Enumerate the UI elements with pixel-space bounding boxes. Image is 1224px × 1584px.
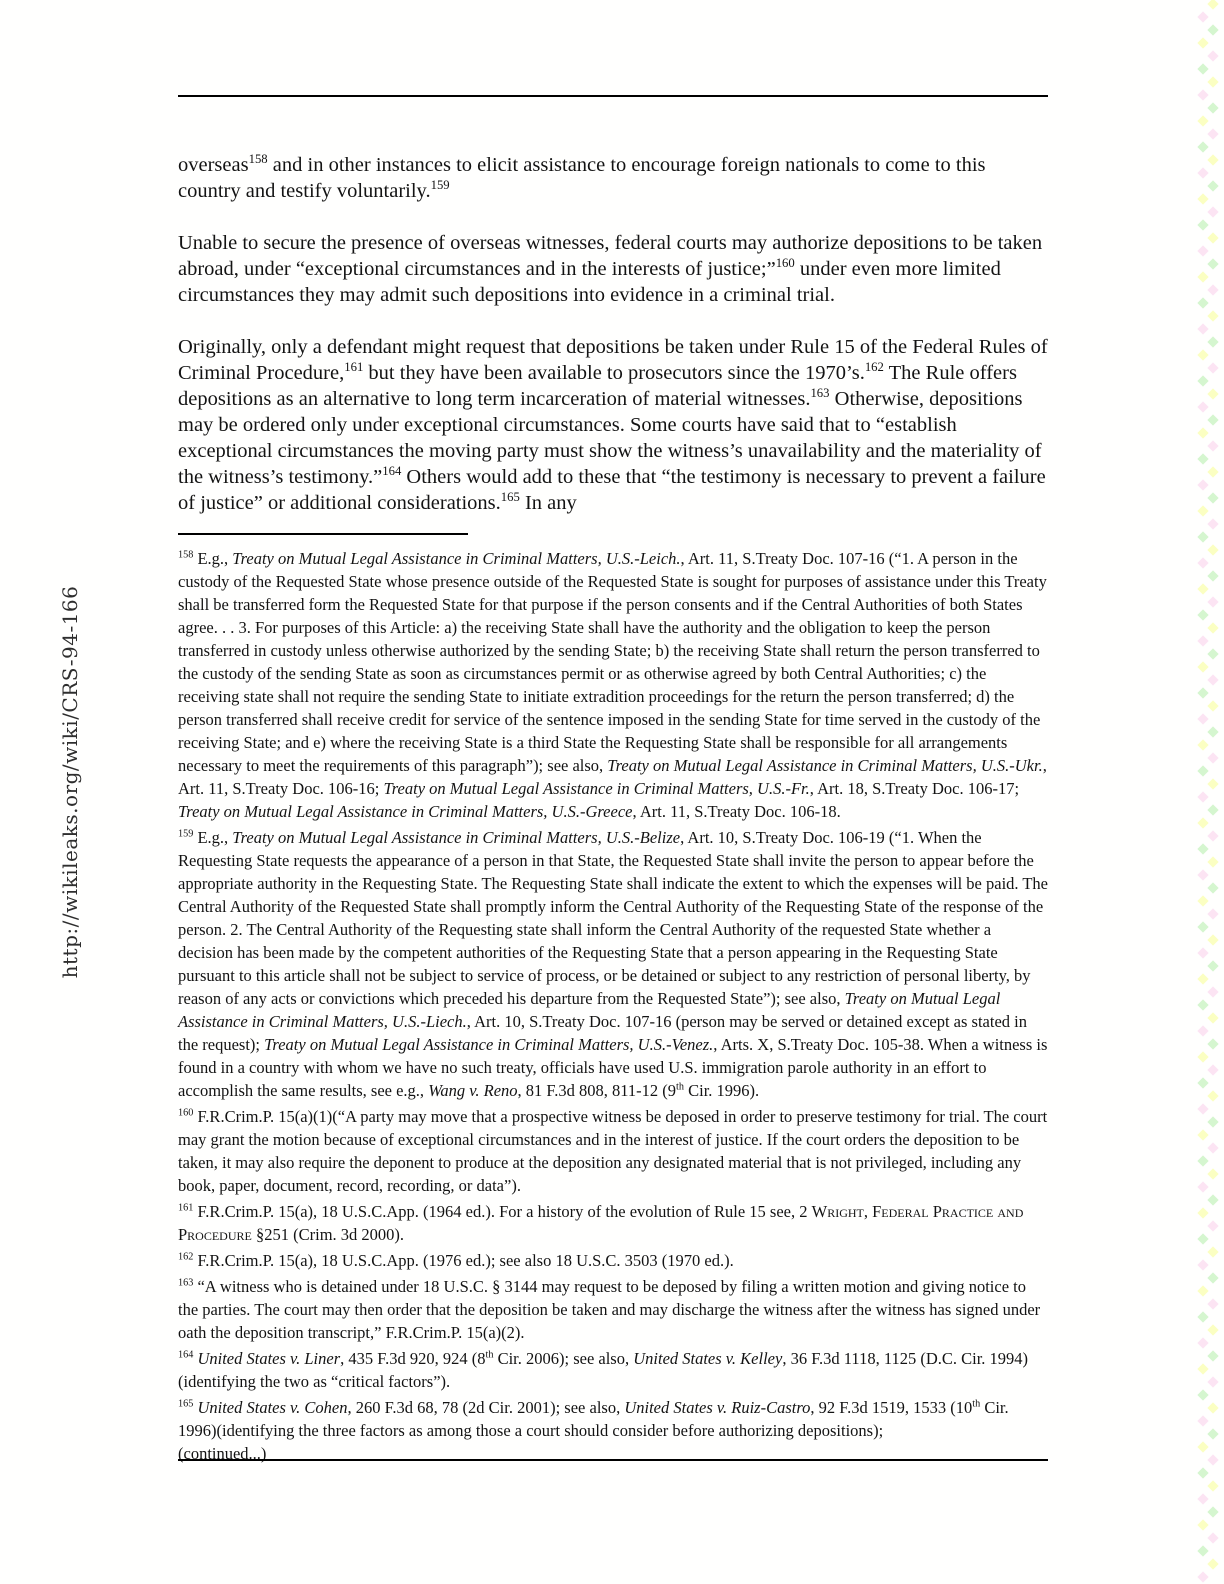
diamond-pattern-icon <box>1207 1376 1218 1387</box>
diamond-pattern-icon <box>1207 934 1218 945</box>
text-run: The Rule offers depositions as an alternative to long term incarceration of material witnesses. <box>178 362 1017 410</box>
diamond-pattern-icon <box>1207 1038 1218 1049</box>
text-run: , 81 F.3d 808, 811-12 (9 <box>517 1081 677 1100</box>
diamond-pattern-icon <box>1197 427 1208 438</box>
body-paragraph <box>178 230 1050 308</box>
diamond-pattern-icon <box>1197 141 1208 152</box>
body-paragraph <box>178 334 1050 516</box>
text-run: Treaty on Mutual Legal Assistance in Criminal Matters, U.S.-Venez. <box>264 1035 714 1054</box>
diamond-pattern-icon <box>1207 1428 1218 1439</box>
diamond-pattern-icon <box>1197 37 1208 48</box>
diamond-pattern-icon <box>1207 50 1218 61</box>
diamond-pattern-icon <box>1197 531 1208 542</box>
diamond-pattern-icon <box>1197 1571 1208 1582</box>
diamond-pattern-icon <box>1207 882 1218 893</box>
diamond-pattern-icon <box>1197 609 1208 620</box>
text-run: , 36 F.3d 1118, 1125 (D.C. Cir. 1994)(identifying the two as “critical factors”). <box>178 1349 1029 1391</box>
diamond-pattern-icon <box>1207 752 1218 763</box>
text-run: E.g., <box>193 828 233 847</box>
text-run: Wright, Federal Practice and Procedure <box>178 1202 1024 1244</box>
diamond-pattern-icon <box>1197 193 1208 204</box>
diamond-pattern-icon <box>1197 583 1208 594</box>
diamond-pattern-icon <box>1197 843 1208 854</box>
diamond-pattern-icon <box>1197 713 1208 724</box>
text-run: 163 <box>810 386 830 401</box>
text-run: , Art. 18, S.Treaty Doc. 106-17; <box>809 779 1020 798</box>
diamond-pattern-icon <box>1207 856 1218 867</box>
diamond-pattern-icon <box>1197 115 1208 126</box>
diamond-pattern-icon <box>1207 284 1218 295</box>
text-run: but they have been available to prosecutors since the 1970’s. <box>363 362 865 384</box>
diamond-pattern-icon <box>1207 570 1218 581</box>
text-run: 160 <box>178 1107 194 1119</box>
diamond-pattern-icon <box>1197 661 1208 672</box>
diamond-pattern-icon <box>1207 414 1218 425</box>
diamond-pattern-icon <box>1197 1207 1208 1218</box>
diamond-pattern-icon <box>1207 362 1218 373</box>
text-run: 164 <box>178 1349 194 1361</box>
text-run: F.R.Crim.P. 15(a), 18 U.S.C.App. (1964 ed.). For a history of the evolution of Rule 15 see, 2 <box>193 1202 812 1221</box>
diamond-pattern-icon <box>1197 11 1208 22</box>
text-run: , Art. 11, S.Treaty Doc. 106-16; <box>178 756 1047 798</box>
footnote-separator <box>178 533 468 535</box>
text-run: 165 <box>500 490 520 505</box>
diamond-pattern-icon <box>1207 258 1218 269</box>
diamond-pattern-icon <box>1207 518 1218 529</box>
diamond-pattern-icon <box>1207 1506 1218 1517</box>
text-run: Treaty on Mutual Legal Assistance in Criminal Matters, U.S.-Liech. <box>178 989 1001 1031</box>
text-run: 158 <box>248 152 268 167</box>
footnote <box>178 1275 1050 1344</box>
footer-rule <box>178 1459 1048 1461</box>
diamond-pattern-icon <box>1207 960 1218 971</box>
text-run: 163 <box>178 1277 194 1289</box>
diamond-pattern-icon <box>1207 466 1218 477</box>
text-run: Cir. 2006); see also, <box>493 1349 634 1368</box>
text-run: Originally, only a defendant might request that depositions be taken under Rule 15 of the Federal Rules of Criminal Procedure, <box>178 336 1048 384</box>
diamond-pattern-icon <box>1207 206 1218 217</box>
text-run: 159 <box>178 828 194 840</box>
diamond-pattern-icon <box>1207 310 1218 321</box>
diamond-pattern-icon <box>1207 1558 1218 1569</box>
diamond-pattern-icon <box>1197 1519 1208 1530</box>
text-run: , Art. 10, S.Treaty Doc. 106-19 (“1. When the Requesting State requests the appearance of a person in that State, the Requested State shall invite the person to appear before the appropriate authority in the Requesting State. The Requesting State shall indicate the extent to which the expenses will be paid. The Central Authority of the Requested State shall promptly inform the Central Authority of the Requesting State of the response of the person. 2. The Central Authority of the Requesting state shall inform the Central Authority of the requested State whether a decision has been made by the competent authorities of the Requesting State that a person appearing in the Requesting State pursuant to this article shall not be subject to service of process, or be detained or subject to any restriction of personal liberty, by reason of any acts or convictions which preceded his departure from the Requested State”); see also, <box>178 828 1049 1008</box>
diamond-pattern-icon <box>1207 24 1218 35</box>
diamond-pattern-icon <box>1207 596 1218 607</box>
diamond-pattern-icon <box>1197 1311 1208 1322</box>
diamond-pattern-icon <box>1207 544 1218 555</box>
text-run: Otherwise, depositions may be ordered only under exceptional circumstances. Some courts have said that to “establish exceptional circumstances the moving party must show the witness’s unavailability and the materiality of the witness’s testimony.” <box>178 388 1042 488</box>
diamond-pattern-icon <box>1207 1272 1218 1283</box>
text-run: 161 <box>344 360 364 375</box>
diamond-pattern-icon <box>1197 1389 1208 1400</box>
diamond-pattern-icon <box>1207 154 1218 165</box>
diamond-pattern-icon <box>1207 1324 1218 1335</box>
diamond-pattern-icon <box>1207 232 1218 243</box>
diamond-pattern-icon <box>1207 674 1218 685</box>
text-run: , Art. 11, S.Treaty Doc. 107-16 (“1. A person in the custody of the Requested State whose presence outside of the Requested State is sought for purposes of assistance under this Treaty shall be transferred form the Requested State for that purpose if the person consents and if the Central Authorities of both States agree. . . 3. For purposes of this Article: a) the receiving State shall have the authority and the obligation to keep the person transferred in custody unless otherwise authorized by the sending State; b) the receiving State shall return the person transferred to the custody of the sending State as soon as circumstances permit or as otherwise agreed by both Central Authorities; c) the receiving state shall not require the sending State to initiate extradition proceedings for the return the person transferred; d) the person transferred shall receive credit for service of the sentence imposed in the sending State for time served in the custody of the receiving State; and e) where the receiving State is a third State the Requesting State shall be responsible for all arrangements necessary to meet the requirements of this paragraph”); see also, <box>178 549 1047 775</box>
text-run: Treaty on Mutual Legal Assistance in Criminal Matters, U.S.-Belize <box>232 828 681 847</box>
diamond-pattern-icon <box>1197 765 1208 776</box>
footnote <box>178 1200 1050 1246</box>
text-run: “A witness who is detained under 18 U.S.C. § 3144 may request to be deposed by filing a written motion and giving notice to the parties. The court may then order that the deposition be taken and may discharge the witness after the witness has signed under oath the deposition transcript,” F.R.Crim.P. 15(a)(2). <box>178 1277 1041 1342</box>
diamond-pattern-icon <box>1207 804 1218 815</box>
security-pattern <box>1194 0 1224 1584</box>
diamond-pattern-icon <box>1207 908 1218 919</box>
diamond-pattern-icon <box>1207 76 1218 87</box>
diamond-pattern-icon <box>1197 1285 1208 1296</box>
sidebar-source-url: http://wikileaks.org/wiki/CRS-94-166 <box>58 585 82 979</box>
diamond-pattern-icon <box>1197 323 1208 334</box>
diamond-pattern-icon <box>1197 635 1208 646</box>
diamond-pattern-icon <box>1207 492 1218 503</box>
text-run: United States v. Ruiz-Castro <box>624 1398 811 1417</box>
footnote <box>178 547 1050 823</box>
diamond-pattern-icon <box>1207 1480 1218 1491</box>
text-run: , Art. 11, S.Treaty Doc. 106-18. <box>632 802 841 821</box>
diamond-pattern-icon <box>1197 245 1208 256</box>
text-run: Others would add to these that “the testimony is necessary to prevent a failure of justice” or additional considerations. <box>178 466 1046 514</box>
text-run: United States v. Liner <box>197 1349 341 1368</box>
diamond-pattern-icon <box>1207 1532 1218 1543</box>
footnote <box>178 1105 1050 1197</box>
diamond-pattern-icon <box>1197 1415 1208 1426</box>
diamond-pattern-icon <box>1207 336 1218 347</box>
diamond-pattern-icon <box>1207 102 1218 113</box>
footnote <box>178 1396 1050 1465</box>
text-run: overseas <box>178 154 249 176</box>
text-run: United States v. Kelley <box>633 1349 783 1368</box>
diamond-pattern-icon <box>1197 375 1208 386</box>
diamond-pattern-icon <box>1207 986 1218 997</box>
diamond-pattern-icon <box>1207 648 1218 659</box>
diamond-pattern-icon <box>1207 1012 1218 1023</box>
diamond-pattern-icon <box>1197 1129 1208 1140</box>
diamond-pattern-icon <box>1197 1077 1208 1088</box>
text-run: In any <box>519 492 577 514</box>
diamond-pattern-icon <box>1197 1493 1208 1504</box>
text-run: Treaty on Mutual Legal Assistance in Criminal Matters, U.S.-Leich. <box>232 549 681 568</box>
diamond-pattern-icon <box>1197 947 1208 958</box>
diamond-pattern-icon <box>1207 1402 1218 1413</box>
text-run: 160 <box>775 256 795 271</box>
diamond-pattern-icon <box>1197 479 1208 490</box>
text-run: , Arts. X, S.Treaty Doc. 105-38. When a witness is found in a country with whom we have no such treaty, officials have used U.S. immigration parole authority in an effort to accomplish the same results, see e.g., <box>178 1035 1048 1100</box>
diamond-pattern-icon <box>1207 1298 1218 1309</box>
diamond-pattern-icon <box>1207 830 1218 841</box>
text-run: 159 <box>430 178 450 193</box>
text-run: Cir. 1996)(identifying the three factors as among those a court should consider before authorizing depositions); <box>178 1398 1009 1440</box>
diamond-pattern-icon <box>1207 388 1218 399</box>
text-run: under even more limited circumstances they may admit such depositions into evidence in a criminal trial. <box>178 258 1001 306</box>
text-run: §251 (Crim. 3d 2000). <box>251 1225 405 1244</box>
diamond-pattern-icon <box>1207 622 1218 633</box>
text-run: 162 <box>178 1251 194 1263</box>
diamond-pattern-icon <box>1197 297 1208 308</box>
diamond-pattern-icon <box>1197 973 1208 984</box>
diamond-pattern-icon <box>1197 999 1208 1010</box>
diamond-pattern-icon <box>1207 1142 1218 1153</box>
text-run: , 260 F.3d 68, 78 (2d Cir. 2001); see also, <box>347 1398 625 1417</box>
diamond-pattern-icon <box>1207 1350 1218 1361</box>
diamond-pattern-icon <box>1197 219 1208 230</box>
footnote <box>178 826 1050 1102</box>
text-run: and in other instances to elicit assistance to encourage foreign nationals to come to this country and testify voluntarily. <box>178 154 986 202</box>
body-paragraph <box>178 152 1050 204</box>
diamond-pattern-icon <box>1197 89 1208 100</box>
text-run: Treaty on Mutual Legal Assistance in Criminal Matters, U.S.-Greece <box>178 802 633 821</box>
text-run: 165 <box>178 1398 194 1410</box>
page-content <box>178 96 1050 1468</box>
text-run: Wang v. Reno <box>428 1081 518 1100</box>
diamond-pattern-icon <box>1197 1337 1208 1348</box>
text-run: Unable to secure the presence of overseas witnesses, federal courts may authorize depositions to be taken abroad, under “exceptional circumstances and in the interests of justice;” <box>178 232 1043 280</box>
text-run: F.R.Crim.P. 15(a), 18 U.S.C.App. (1976 ed.); see also 18 U.S.C. 3503 (1970 ed.). <box>193 1251 734 1270</box>
diamond-pattern-icon <box>1207 1194 1218 1205</box>
footnotes-section <box>178 547 1050 1465</box>
diamond-pattern-icon <box>1197 167 1208 178</box>
diamond-pattern-icon <box>1207 440 1218 451</box>
diamond-pattern-icon <box>1197 1259 1208 1270</box>
diamond-pattern-icon <box>1197 1545 1208 1556</box>
diamond-pattern-icon <box>1197 1155 1208 1166</box>
diamond-pattern-icon <box>1197 687 1208 698</box>
diamond-pattern-icon <box>1197 1233 1208 1244</box>
diamond-pattern-icon <box>1197 895 1208 906</box>
diamond-pattern-icon <box>1197 505 1208 516</box>
diamond-pattern-icon <box>1207 180 1218 191</box>
diamond-pattern-icon <box>1207 726 1218 737</box>
diamond-pattern-icon <box>1197 1441 1208 1452</box>
diamond-pattern-icon <box>1207 778 1218 789</box>
diamond-pattern-icon <box>1197 453 1208 464</box>
text-run: th <box>485 1349 494 1361</box>
diamond-pattern-icon <box>1207 1246 1218 1257</box>
text-run: 164 <box>382 464 402 479</box>
body-text <box>178 152 1050 516</box>
diamond-pattern-icon <box>1197 817 1208 828</box>
text-run: E.g., <box>193 549 233 568</box>
text-run: (continued...) <box>178 1444 267 1463</box>
diamond-pattern-icon <box>1207 1454 1218 1465</box>
diamond-pattern-icon <box>1197 1181 1208 1192</box>
diamond-pattern-icon <box>1197 1363 1208 1374</box>
diamond-pattern-icon <box>1197 791 1208 802</box>
diamond-pattern-icon <box>1197 349 1208 360</box>
text-run: Treaty on Mutual Legal Assistance in Criminal Matters, U.S.-Ukr. <box>607 756 1043 775</box>
diamond-pattern-icon <box>1207 1116 1218 1127</box>
diamond-pattern-icon <box>1197 401 1208 412</box>
footnote <box>178 1347 1050 1393</box>
text-run: United States v. Cohen <box>197 1398 348 1417</box>
diamond-pattern-icon <box>1197 1025 1208 1036</box>
diamond-pattern-icon <box>1207 1220 1218 1231</box>
diamond-pattern-icon <box>1197 869 1208 880</box>
diamond-pattern-icon <box>1207 1064 1218 1075</box>
diamond-pattern-icon <box>1207 1090 1218 1101</box>
text-run: Treaty on Mutual Legal Assistance in Criminal Matters, U.S.-Fr. <box>383 779 810 798</box>
text-run: th <box>972 1398 981 1410</box>
diamond-pattern-icon <box>1197 557 1208 568</box>
diamond-pattern-icon <box>1197 1467 1208 1478</box>
diamond-pattern-icon <box>1197 271 1208 282</box>
diamond-pattern-icon <box>1207 700 1218 711</box>
diamond-pattern-icon <box>1197 63 1208 74</box>
text-run: 161 <box>178 1202 194 1214</box>
diamond-pattern-icon <box>1197 921 1208 932</box>
diamond-pattern-icon <box>1207 1168 1218 1179</box>
footnote <box>178 1249 1050 1272</box>
diamond-pattern-icon <box>1197 1051 1208 1062</box>
text-run: Cir. 1996). <box>683 1081 760 1100</box>
diamond-pattern-icon <box>1197 739 1208 750</box>
text-run: , Art. 10, S.Treaty Doc. 107-16 (person may be served or detained except as stated in the request); <box>178 1012 1027 1054</box>
text-run: th <box>676 1081 684 1093</box>
diamond-pattern-icon <box>1207 128 1218 139</box>
diamond-pattern-icon <box>1197 1103 1208 1114</box>
text-run: 158 <box>178 549 194 561</box>
text-run: 162 <box>864 360 884 375</box>
text-run: , 92 F.3d 1519, 1533 (10 <box>810 1398 973 1417</box>
text-run: , 435 F.3d 920, 924 (8 <box>340 1349 486 1368</box>
diamond-pattern-icon <box>1207 0 1218 10</box>
text-run: F.R.Crim.P. 15(a)(1)(“A party may move that a prospective witness be deposed in order to preserve testimony for trial. The court may grant the motion because of exceptional circumstances and in the interest of justice. If the court orders the deposition to be taken, it may also require the deponent to produce at the deposition any designated material that is not privileged, including any book, paper, document, record, recording, or data”). <box>178 1107 1048 1195</box>
